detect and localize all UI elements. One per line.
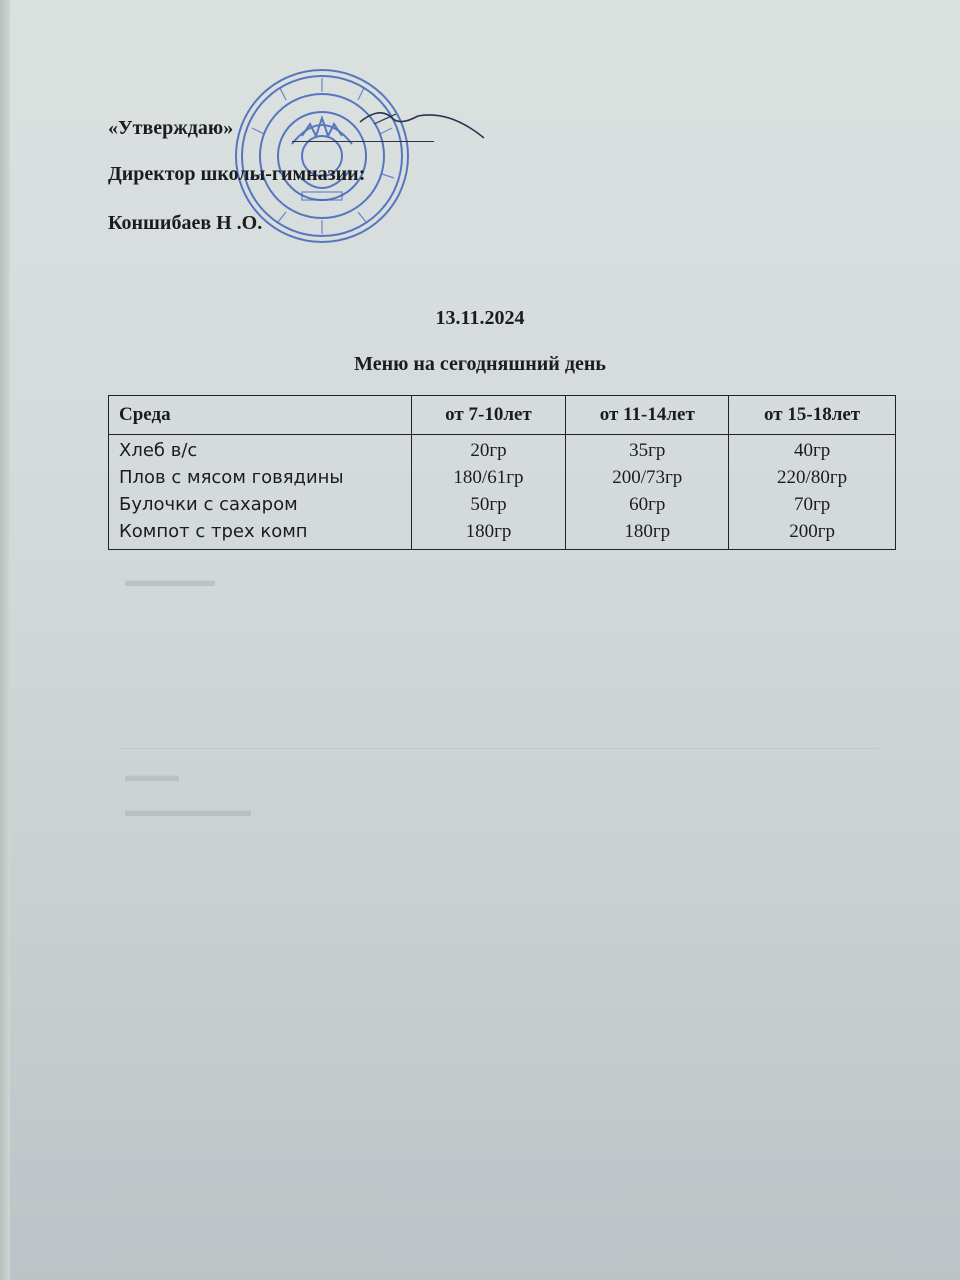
portion-cell-7-10 — [411, 435, 566, 550]
dish-name: Компот с трех комп — [119, 521, 308, 542]
header-age-11-14: от 11-14лет — [566, 396, 729, 435]
director-name: Коншибаев Н .О. — [108, 212, 263, 234]
portion-value: 70гр — [793, 494, 831, 515]
portion-cell-11-14 — [566, 435, 729, 550]
portion-value: 200/73гр — [612, 467, 683, 488]
bleed-through-mark: ▬▬▬ — [125, 765, 179, 785]
dish-name: Плов с мясом говядины — [119, 467, 344, 488]
dishes-cell — [109, 435, 412, 550]
portion-value: 50гр — [470, 494, 507, 515]
header-age-7-10: от 7-10лет — [411, 396, 566, 435]
portion-value: 60гр — [629, 494, 666, 515]
portion-value: 220/80гр — [777, 467, 848, 488]
menu-date: 13.11.2024 — [435, 307, 525, 329]
portion-cell-15-18 — [729, 435, 896, 550]
bleed-through-table — [118, 748, 878, 899]
handwritten-signature — [300, 100, 500, 160]
dish-name: Хлеб в/с — [119, 440, 198, 461]
paper-sheet — [10, 0, 960, 1280]
background-edge — [0, 0, 10, 1280]
header-age-15-18: от 15-18лет — [729, 396, 896, 435]
bleed-through-mark: ▬▬▬▬▬▬▬ — [125, 800, 251, 820]
approval-heading: «Утверждаю» — [108, 117, 234, 139]
table-header-row — [109, 396, 896, 435]
dish-name: Булочки с сахаром — [119, 494, 298, 515]
director-title: Директор школы-гимназии: — [108, 163, 366, 185]
portion-value: 180/61гр — [453, 467, 524, 488]
portion-value: 180гр — [624, 521, 671, 542]
portion-value: 200гр — [789, 521, 835, 542]
portion-value: 35гр — [629, 440, 666, 461]
portion-value: 40гр — [793, 440, 831, 461]
menu-title: Меню на сегодняшний день — [354, 353, 606, 375]
portion-value: 20гр — [470, 440, 507, 461]
bleed-through-mark: ▬▬▬▬▬ — [125, 570, 215, 590]
portion-value: 180гр — [465, 521, 512, 542]
header-day: Среда — [109, 396, 412, 435]
table-row — [109, 435, 896, 550]
menu-table — [108, 395, 896, 550]
